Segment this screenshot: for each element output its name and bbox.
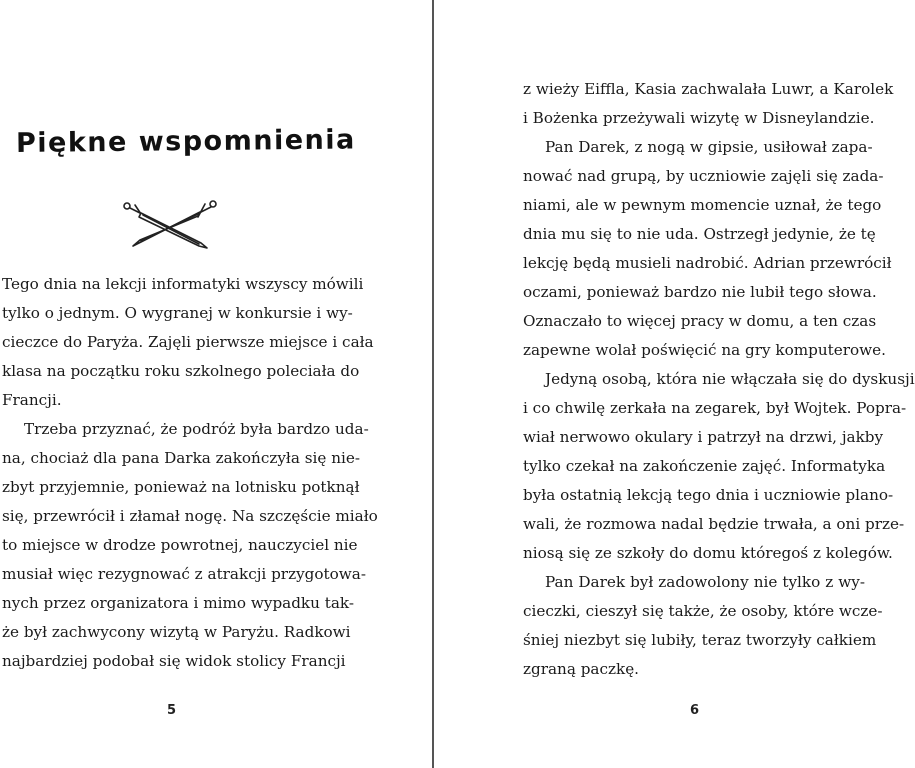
text-line: niami, ale w pewnym momencie uznał, że tego [523,196,882,214]
text-line: była ostatnią lekcją tego dnia i uczniowie plano- [523,486,894,504]
text-line: się, przewrócił i złamał nogę. Na szczęście miało [2,507,378,525]
text-line: zapewne wolał poświęcić na gry komputerowe. [523,341,886,359]
text-line: Oznaczało to więcej pracy w domu, a ten czas [523,312,877,330]
left-page-text [2,270,378,676]
text-line: Francji. [2,391,62,409]
text-line: zgraną paczkę. [523,660,640,678]
text-line: tylko o jednym. O wygranej w konkursie i wy- [2,304,353,322]
text-line: klasa na początku roku szkolnego poleciała do [2,362,360,380]
text-line: to miejsce w drodze powrotnej, nauczyciel nie [2,536,358,554]
text-line: na, chociaż dla pana Darka zakończyła się nie- [2,449,360,467]
text-line: zbyt przyjemnie, ponieważ na lotnisku potknął [2,478,360,496]
page-number-right: 6 [690,703,700,718]
text-line: i Bożenka przeżywali wizytę w Disneylandzie. [523,109,875,127]
text-line: że był zachwycony wizytą w Paryżu. Radkowi [2,623,351,641]
text-line: dnia mu się to nie uda. Ostrzegł jedynie, że tę [523,225,876,243]
crossed-swords-icon [121,196,221,252]
page-number-left: 5 [167,703,177,718]
text-line: śniej niezbyt się lubiły, teraz tworzyły całkiem [523,631,877,649]
text-line: nować nad grupą, by uczniowie zajęli się zada- [523,167,884,185]
text-line: i co chwilę zerkała na zegarek, był Wojtek. Popra- [523,399,907,417]
text-line: oczami, ponieważ bardzo nie lubił tego słowa. [523,283,877,301]
left-page [0,0,432,768]
text-line: cieczce do Paryża. Zajęli pierwsze miejsce i cała [2,333,374,351]
text-line: tylko czekał na zakończenie zajęć. Informatyka [523,457,886,475]
text-line: musiał więc rezygnować z atrakcji przygotowa- [2,565,366,583]
text-line: Jedyną osobą, która nie włączała się do dyskusji [545,370,915,388]
text-line: cieczki, cieszył się także, że osoby, które wcze- [523,602,883,620]
text-line: niosą się ze szkoły do domu któregoś z kolegów. [523,544,893,562]
text-line: najbardziej podobał się widok stolicy Francji [2,652,346,670]
text-line: Trzeba przyznać, że podróż była bardzo uda- [24,420,369,438]
text-line: Pan Darek, z nogą w gipsie, usiłował zapa- [545,138,873,156]
text-line: wali, że rozmowa nadal będzie trwała, a oni prze- [523,515,905,533]
chapter-title: Piękne wspomnienia [15,124,356,159]
text-line: z wieży Eiffla, Kasia zachwalała Luwr, a Karolek [523,80,894,98]
text-line: Pan Darek był zadowolony nie tylko z wy- [545,573,865,591]
text-line: Tego dnia na lekcji informatyki wszyscy mówili [2,275,364,293]
right-page-text [523,75,915,684]
text-line: wiał nerwowo okulary i patrzył na drzwi, jakby [523,428,884,446]
text-line: lekcję będą musieli nadrobić. Adrian przewrócił [523,254,892,272]
text-line: nych przez organizatora i mimo wypadku tak- [2,594,354,612]
